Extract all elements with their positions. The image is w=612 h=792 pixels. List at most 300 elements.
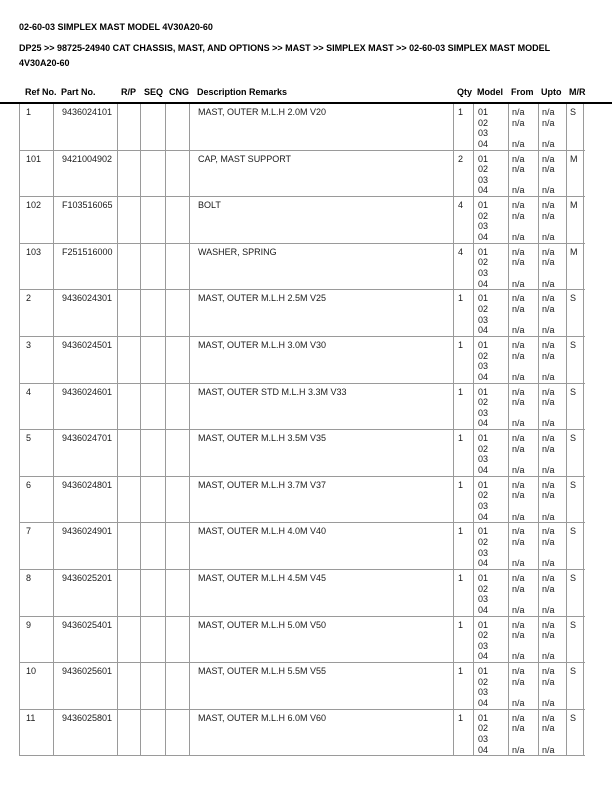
upto-line: n/a (542, 651, 555, 662)
column-header-description: Description Remarks (197, 87, 288, 97)
rp-cell (118, 617, 141, 663)
upto-line: n/a (542, 200, 555, 211)
upto-line: n/a (542, 433, 555, 444)
table-row (20, 477, 585, 524)
upto-line (542, 361, 566, 372)
table-row (20, 197, 585, 244)
from-cell (509, 104, 539, 150)
rp-cell (118, 244, 141, 290)
from-cell (509, 430, 539, 476)
from-line (512, 501, 538, 512)
model-line: 02 (478, 583, 489, 594)
model-line: 02 (478, 164, 489, 175)
model-line: 01 (478, 339, 489, 350)
mr-cell: S (567, 290, 584, 336)
upto-line: n/a (542, 153, 555, 164)
rp-cell (118, 570, 141, 616)
model-line: 03 (478, 267, 489, 278)
from-line: n/a (512, 397, 525, 408)
cng-cell (166, 663, 190, 709)
from-line: n/a (512, 371, 525, 382)
from-line: n/a (512, 744, 525, 755)
upto-line: n/a (542, 117, 555, 128)
model-line: 01 (478, 666, 489, 677)
upto-line: n/a (542, 210, 555, 221)
rp-cell (118, 663, 141, 709)
table-row (20, 430, 585, 477)
from-line: n/a (512, 464, 525, 475)
table-row (20, 244, 585, 291)
upto-line: n/a (542, 697, 555, 708)
seq-cell (141, 104, 166, 150)
mr-cell: S (567, 430, 584, 476)
table-row (20, 104, 585, 151)
breadcrumb-line-2: 4V30A20-60 (19, 58, 70, 68)
column-header-cng: CNG (169, 87, 189, 97)
qty-cell: 1 (454, 477, 474, 523)
upto-line: n/a (542, 371, 555, 382)
breadcrumb (19, 41, 599, 71)
part-no-cell: F251516000 (54, 244, 118, 290)
qty-cell: 1 (454, 290, 474, 336)
part-no-cell: 9436024801 (54, 477, 118, 523)
part-no-cell: 9436025801 (54, 710, 118, 756)
model-cell (474, 244, 509, 290)
from-line: n/a (512, 325, 525, 336)
description-cell: MAST, OUTER M.L.H 4.5M V45 (190, 570, 454, 616)
from-cell (509, 384, 539, 430)
upto-line (542, 268, 566, 279)
upto-line: n/a (542, 558, 555, 569)
qty-cell: 1 (454, 384, 474, 430)
from-line (512, 128, 538, 139)
model-line: 04 (478, 511, 489, 522)
model-line: 03 (478, 314, 489, 325)
upto-cell (539, 710, 567, 756)
upto-cell (539, 384, 567, 430)
description-cell: WASHER, SPRING (190, 244, 454, 290)
from-line: n/a (512, 619, 525, 630)
from-line (512, 548, 538, 559)
from-line: n/a (512, 676, 525, 687)
from-line: n/a (512, 558, 525, 569)
description-cell: MAST, OUTER M.L.H 3.5M V35 (190, 430, 454, 476)
from-line: n/a (512, 712, 525, 723)
model-line: 01 (478, 619, 489, 630)
model-cell (474, 430, 509, 476)
part-no-cell: 9436024101 (54, 104, 118, 150)
model-cell (474, 663, 509, 709)
qty-cell: 1 (454, 523, 474, 569)
part-no-cell: 9436024901 (54, 523, 118, 569)
from-line (512, 175, 538, 186)
part-no-cell: 9436025401 (54, 617, 118, 663)
rp-cell (118, 197, 141, 243)
seq-cell (141, 570, 166, 616)
table-header-row (19, 87, 584, 98)
upto-line: n/a (542, 511, 555, 522)
model-line: 04 (478, 278, 489, 289)
model-line: 04 (478, 138, 489, 149)
from-line: n/a (512, 526, 525, 537)
upto-line (542, 548, 566, 559)
from-line: n/a (512, 350, 525, 361)
from-line: n/a (512, 257, 525, 268)
seq-cell (141, 151, 166, 197)
model-line: 04 (478, 697, 489, 708)
model-cell (474, 617, 509, 663)
upto-line: n/a (542, 231, 555, 242)
from-line: n/a (512, 536, 525, 547)
from-line: n/a (512, 210, 525, 221)
ref-no-cell: 6 (20, 477, 54, 523)
model-line: 02 (478, 676, 489, 687)
upto-line: n/a (542, 293, 555, 304)
from-cell (509, 570, 539, 616)
upto-line: n/a (542, 536, 555, 547)
ref-no-cell: 5 (20, 430, 54, 476)
ref-no-cell: 2 (20, 290, 54, 336)
model-line: 04 (478, 371, 489, 382)
from-cell (509, 151, 539, 197)
upto-line: n/a (542, 303, 555, 314)
upto-line: n/a (542, 278, 555, 289)
mr-cell: S (567, 663, 584, 709)
upto-line (542, 594, 566, 605)
model-line: 02 (478, 630, 489, 641)
from-cell (509, 663, 539, 709)
upto-cell (539, 477, 567, 523)
upto-line (542, 734, 566, 745)
rp-cell (118, 104, 141, 150)
model-line: 03 (478, 640, 489, 651)
column-header-ref-no: Ref No. (25, 87, 57, 97)
seq-cell (141, 617, 166, 663)
upto-line: n/a (542, 164, 555, 175)
table-row (20, 617, 585, 664)
qty-cell: 4 (454, 244, 474, 290)
ref-no-cell: 4 (20, 384, 54, 430)
part-no-cell: 9436024701 (54, 430, 118, 476)
model-line: 03 (478, 407, 489, 418)
column-header-part-no: Part No. (61, 87, 96, 97)
ref-no-cell: 9 (20, 617, 54, 663)
model-line: 04 (478, 418, 489, 429)
model-line: 04 (478, 325, 489, 336)
from-line (512, 454, 538, 465)
rp-cell (118, 477, 141, 523)
from-line: n/a (512, 511, 525, 522)
upto-line: n/a (542, 325, 555, 336)
from-cell (509, 523, 539, 569)
table-row (20, 570, 585, 617)
model-line: 02 (478, 350, 489, 361)
model-line: 04 (478, 651, 489, 662)
qty-cell: 1 (454, 430, 474, 476)
column-header-rp: R/P (121, 87, 137, 97)
from-cell (509, 477, 539, 523)
model-cell (474, 104, 509, 150)
model-line: 02 (478, 117, 489, 128)
from-line: n/a (512, 293, 525, 304)
upto-line: n/a (542, 339, 555, 350)
from-line: n/a (512, 185, 525, 196)
upto-cell (539, 197, 567, 243)
table-row (20, 663, 585, 710)
cng-cell (166, 151, 190, 197)
model-line: 02 (478, 723, 489, 734)
upto-line (542, 221, 566, 232)
description-cell: MAST, OUTER M.L.H 2.0M V20 (190, 104, 454, 150)
from-line: n/a (512, 138, 525, 149)
rp-cell (118, 430, 141, 476)
model-line: 03 (478, 174, 489, 185)
model-line: 02 (478, 397, 489, 408)
description-cell: BOLT (190, 197, 454, 243)
from-line (512, 734, 538, 745)
from-line: n/a (512, 246, 525, 257)
from-line: n/a (512, 630, 525, 641)
model-line: 01 (478, 386, 489, 397)
model-cell (474, 523, 509, 569)
page-title: 02-60-03 SIMPLEX MAST MODEL 4V30A20-60 (19, 22, 213, 32)
upto-line: n/a (542, 257, 555, 268)
upto-cell (539, 570, 567, 616)
seq-cell (141, 290, 166, 336)
from-cell (509, 337, 539, 383)
table-row (20, 384, 585, 431)
seq-cell (141, 663, 166, 709)
part-no-cell: F103516065 (54, 197, 118, 243)
ref-no-cell: 8 (20, 570, 54, 616)
rp-cell (118, 151, 141, 197)
upto-line (542, 315, 566, 326)
from-line: n/a (512, 303, 525, 314)
from-line: n/a (512, 117, 525, 128)
model-cell (474, 290, 509, 336)
model-line: 02 (478, 303, 489, 314)
model-line: 02 (478, 443, 489, 454)
upto-cell (539, 244, 567, 290)
from-line (512, 641, 538, 652)
description-cell: CAP, MAST SUPPORT (190, 151, 454, 197)
ref-no-cell: 3 (20, 337, 54, 383)
mr-cell: S (567, 617, 584, 663)
cng-cell (166, 384, 190, 430)
ref-no-cell: 11 (20, 710, 54, 756)
seq-cell (141, 244, 166, 290)
model-line: 03 (478, 361, 489, 372)
mr-cell: S (567, 710, 584, 756)
qty-cell: 1 (454, 570, 474, 616)
model-line: 01 (478, 246, 489, 257)
model-line: 01 (478, 107, 489, 117)
parts-table (19, 104, 585, 756)
upto-line: n/a (542, 464, 555, 475)
from-line (512, 268, 538, 279)
mr-cell: S (567, 104, 584, 150)
upto-cell (539, 290, 567, 336)
rp-cell (118, 337, 141, 383)
from-cell (509, 290, 539, 336)
cng-cell (166, 570, 190, 616)
upto-line: n/a (542, 583, 555, 594)
cng-cell (166, 430, 190, 476)
description-cell: MAST, OUTER M.L.H 2.5M V25 (190, 290, 454, 336)
seq-cell (141, 337, 166, 383)
rp-cell (118, 384, 141, 430)
table-row (20, 523, 585, 570)
upto-cell (539, 663, 567, 709)
upto-line: n/a (542, 397, 555, 408)
column-header-from: From (511, 87, 534, 97)
from-line: n/a (512, 651, 525, 662)
model-line: 02 (478, 210, 489, 221)
from-line: n/a (512, 604, 525, 615)
qty-cell: 1 (454, 337, 474, 383)
from-cell (509, 244, 539, 290)
model-line: 04 (478, 231, 489, 242)
part-no-cell: 9421004902 (54, 151, 118, 197)
from-line: n/a (512, 339, 525, 350)
seq-cell (141, 384, 166, 430)
part-no-cell: 9436024501 (54, 337, 118, 383)
rp-cell (118, 710, 141, 756)
column-header-upto: Upto (541, 87, 562, 97)
rp-cell (118, 523, 141, 569)
table-row (20, 151, 585, 198)
ref-no-cell: 10 (20, 663, 54, 709)
qty-cell: 1 (454, 617, 474, 663)
upto-line: n/a (542, 604, 555, 615)
upto-cell (539, 617, 567, 663)
ref-no-cell: 103 (20, 244, 54, 290)
from-line: n/a (512, 107, 525, 117)
cng-cell (166, 104, 190, 150)
mr-cell: S (567, 384, 584, 430)
model-line: 01 (478, 479, 489, 490)
model-line: 01 (478, 293, 489, 304)
upto-line: n/a (542, 443, 555, 454)
ref-no-cell: 7 (20, 523, 54, 569)
ref-no-cell: 102 (20, 197, 54, 243)
column-header-seq: SEQ (144, 87, 164, 97)
model-line: 04 (478, 185, 489, 196)
part-no-cell: 9436025201 (54, 570, 118, 616)
from-line (512, 361, 538, 372)
model-line: 04 (478, 464, 489, 475)
seq-cell (141, 710, 166, 756)
qty-cell: 2 (454, 151, 474, 197)
description-cell: MAST, OUTER M.L.H 3.7M V37 (190, 477, 454, 523)
upto-cell (539, 337, 567, 383)
cng-cell (166, 617, 190, 663)
from-cell (509, 710, 539, 756)
from-line: n/a (512, 200, 525, 211)
model-cell (474, 151, 509, 197)
ref-no-cell: 101 (20, 151, 54, 197)
model-line: 03 (478, 594, 489, 605)
upto-line: n/a (542, 712, 555, 723)
description-cell: MAST, OUTER M.L.H 5.5M V55 (190, 663, 454, 709)
from-line: n/a (512, 479, 525, 490)
from-line: n/a (512, 666, 525, 677)
description-cell: MAST, OUTER M.L.H 4.0M V40 (190, 523, 454, 569)
model-line: 02 (478, 257, 489, 268)
description-cell: MAST, OUTER M.L.H 5.0M V50 (190, 617, 454, 663)
from-line: n/a (512, 418, 525, 429)
rp-cell (118, 290, 141, 336)
model-line: 03 (478, 547, 489, 558)
table-row (20, 337, 585, 384)
upto-line: n/a (542, 386, 555, 397)
upto-line (542, 408, 566, 419)
model-line: 01 (478, 433, 489, 444)
qty-cell: 1 (454, 104, 474, 150)
from-line: n/a (512, 723, 525, 734)
upto-line (542, 175, 566, 186)
table-row (20, 290, 585, 337)
table-row (20, 710, 585, 757)
model-cell (474, 197, 509, 243)
model-line: 01 (478, 572, 489, 583)
upto-line: n/a (542, 676, 555, 687)
from-line: n/a (512, 697, 525, 708)
model-line: 03 (478, 687, 489, 698)
upto-line: n/a (542, 630, 555, 641)
mr-cell: M (567, 151, 584, 197)
model-line: 04 (478, 604, 489, 615)
from-cell (509, 617, 539, 663)
upto-line: n/a (542, 490, 555, 501)
from-line: n/a (512, 490, 525, 501)
model-line: 02 (478, 490, 489, 501)
model-line: 03 (478, 500, 489, 511)
mr-cell: S (567, 523, 584, 569)
from-line (512, 594, 538, 605)
from-line (512, 687, 538, 698)
from-line: n/a (512, 443, 525, 454)
cng-cell (166, 337, 190, 383)
model-line: 04 (478, 558, 489, 569)
from-line: n/a (512, 433, 525, 444)
breadcrumb-line-1: DP25 >> 98725-24940 CAT CHASSIS, MAST, AND OPTIONS >> MAST >> SIMPLEX MAST >> 02-60-03 SIMPLEX MAST MODEL (19, 43, 551, 53)
upto-cell (539, 430, 567, 476)
part-no-cell: 9436024601 (54, 384, 118, 430)
from-line (512, 408, 538, 419)
cng-cell (166, 523, 190, 569)
seq-cell (141, 477, 166, 523)
upto-line: n/a (542, 138, 555, 149)
upto-line: n/a (542, 185, 555, 196)
upto-line: n/a (542, 246, 555, 257)
from-line: n/a (512, 278, 525, 289)
upto-line: n/a (542, 572, 555, 583)
from-line: n/a (512, 386, 525, 397)
upto-line (542, 128, 566, 139)
part-no-cell: 9436025601 (54, 663, 118, 709)
cng-cell (166, 197, 190, 243)
upto-line: n/a (542, 479, 555, 490)
cng-cell (166, 244, 190, 290)
mr-cell: M (567, 197, 584, 243)
from-line: n/a (512, 572, 525, 583)
mr-cell: S (567, 570, 584, 616)
from-line (512, 221, 538, 232)
model-line: 01 (478, 712, 489, 723)
upto-line: n/a (542, 619, 555, 630)
upto-line: n/a (542, 418, 555, 429)
